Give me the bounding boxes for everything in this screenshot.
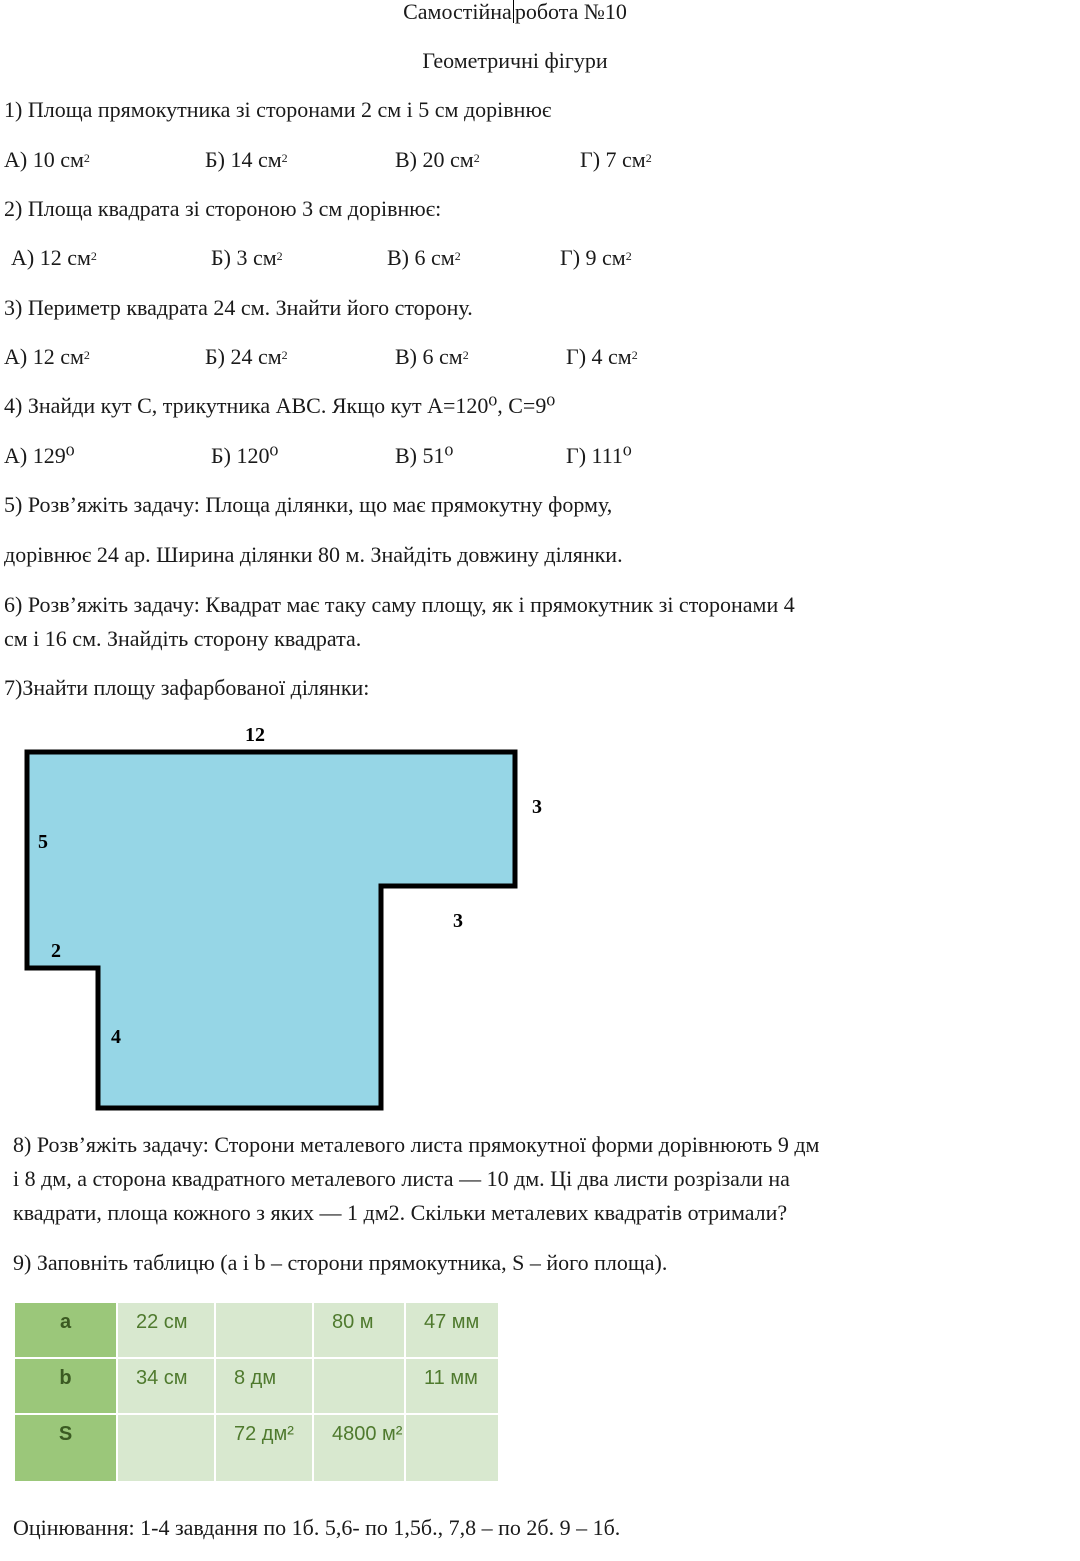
q4-option-a: А) 129⁰ — [4, 443, 75, 468]
table-header-cell: b — [14, 1358, 117, 1414]
question-8-line3: квадрати, площа кожного з яких — 1 дм2. Скільки металевих квадратів отримали? — [13, 1200, 788, 1225]
table-cell[interactable]: 8 дм — [215, 1358, 313, 1414]
rectangle-table — [13, 1301, 500, 1483]
q1-option-d: Г) 7 $см^2$ — [580, 147, 652, 172]
q2-option-a: А) 12 $см^2$ — [11, 245, 97, 270]
table-cell[interactable]: 72 дм² — [215, 1414, 313, 1482]
shaded-area-figure — [0, 715, 580, 1115]
table-cell[interactable] — [117, 1414, 215, 1482]
q3-option-b: Б) 24 $см^2$ — [205, 344, 288, 369]
q1-option-b: Б) 14 $см^2$ — [205, 147, 288, 172]
q4-option-c: В) 51⁰ — [395, 443, 454, 468]
q1-option-a: А) 10 $см^2$ — [4, 147, 90, 172]
q2-option-d: Г) 9 $см^2$ — [560, 245, 632, 270]
grading-text: Оцінювання: 1-4 завдання по 1б. 5,6- по 1,5б., 7,8 – по 2б. 9 – 1б. — [13, 1515, 621, 1540]
question-1-text: 1) Площа прямокутника зі сторонами 2 см і 5 см дорівнює — [4, 97, 552, 122]
question-7-text: 7)Знайти площу зафарбованої ділянки: — [4, 675, 370, 700]
label-right: 3 — [532, 796, 542, 818]
question-8-line2: і 8 дм, а сторона квадратного металевого листа — 10 дм. Ці два листи розрізали на — [13, 1166, 790, 1191]
table-header-cell: S — [14, 1414, 117, 1482]
table-cell[interactable]: 47 мм — [405, 1302, 499, 1358]
question-8-line1: 8) Розв’яжіть задачу: Сторони металевого листа прямокутної форми дорівнюють 9 дм — [13, 1132, 820, 1157]
q2-option-c: В) 6 $см^2$ — [387, 245, 461, 270]
label-inner-right: 3 — [453, 910, 463, 932]
table-cell[interactable]: 11 мм — [405, 1358, 499, 1414]
q3-option-c: В) 6 $см^2$ — [395, 344, 469, 369]
label-bottom-left: 4 — [111, 1026, 121, 1048]
q4-option-b: Б) 120⁰ — [211, 443, 279, 468]
question-5-line2: дорівнює 24 ар. Ширина ділянки 80 м. Знайдіть довжину ділянки. — [4, 542, 623, 567]
text-cursor — [513, 0, 514, 23]
table-header-cell: a — [14, 1302, 117, 1358]
question-2-text: 2) Площа квадрата зі стороною 3 см дорівнює: — [4, 196, 442, 221]
question-5-line1: 5) Розв’яжіть задачу: Площа ділянки, що має прямокутну форму, — [4, 492, 613, 517]
q4-option-d: Г) 111⁰ — [566, 443, 632, 468]
page-title — [0, 0, 1030, 27]
table-cell[interactable] — [405, 1414, 499, 1482]
table-cell[interactable]: 22 см — [117, 1302, 215, 1358]
q2-option-b: Б) 3 $см^2$ — [211, 245, 283, 270]
table-row — [14, 1302, 499, 1358]
question-9-text: 9) Заповніть таблицю (a і b – сторони прямокутника, S – його площа). — [13, 1250, 668, 1275]
table-cell[interactable] — [313, 1358, 405, 1414]
question-3-text: 3) Периметр квадрата 24 см. Знайти його сторону. — [4, 295, 473, 320]
label-left: 5 — [38, 831, 48, 853]
table-cell[interactable]: 34 см — [117, 1358, 215, 1414]
table-row — [14, 1414, 499, 1482]
q3-option-a: А) 12 $см^2$ — [4, 344, 90, 369]
shaded-polygon — [27, 752, 515, 1108]
label-step: 2 — [51, 940, 61, 962]
question-6-line2: см і 16 см. Знайдіть сторону квадрата. — [4, 626, 362, 651]
page-subtitle: Геометричні фігури — [422, 48, 608, 73]
question-4-text: 4) Знайди кут С, трикутника АВС. Якщо кут А=120⁰, С=9⁰ — [4, 393, 556, 418]
question-6-line1: 6) Розв’яжіть задачу: Квадрат має таку саму площу, як і прямокутник зі сторонами 4 — [4, 592, 795, 617]
title-part1: Самостійна — [403, 0, 512, 24]
table-cell[interactable] — [215, 1302, 313, 1358]
label-top: 12 — [245, 724, 265, 746]
q3-option-d: Г) 4 $см^2$ — [566, 344, 638, 369]
title-part2: робота №10 — [514, 0, 627, 24]
q1-option-c: В) 20 $см^2$ — [395, 147, 480, 172]
table-cell[interactable]: 80 м — [313, 1302, 405, 1358]
table-cell[interactable]: 4800 м² — [313, 1414, 405, 1482]
table-row — [14, 1358, 499, 1414]
